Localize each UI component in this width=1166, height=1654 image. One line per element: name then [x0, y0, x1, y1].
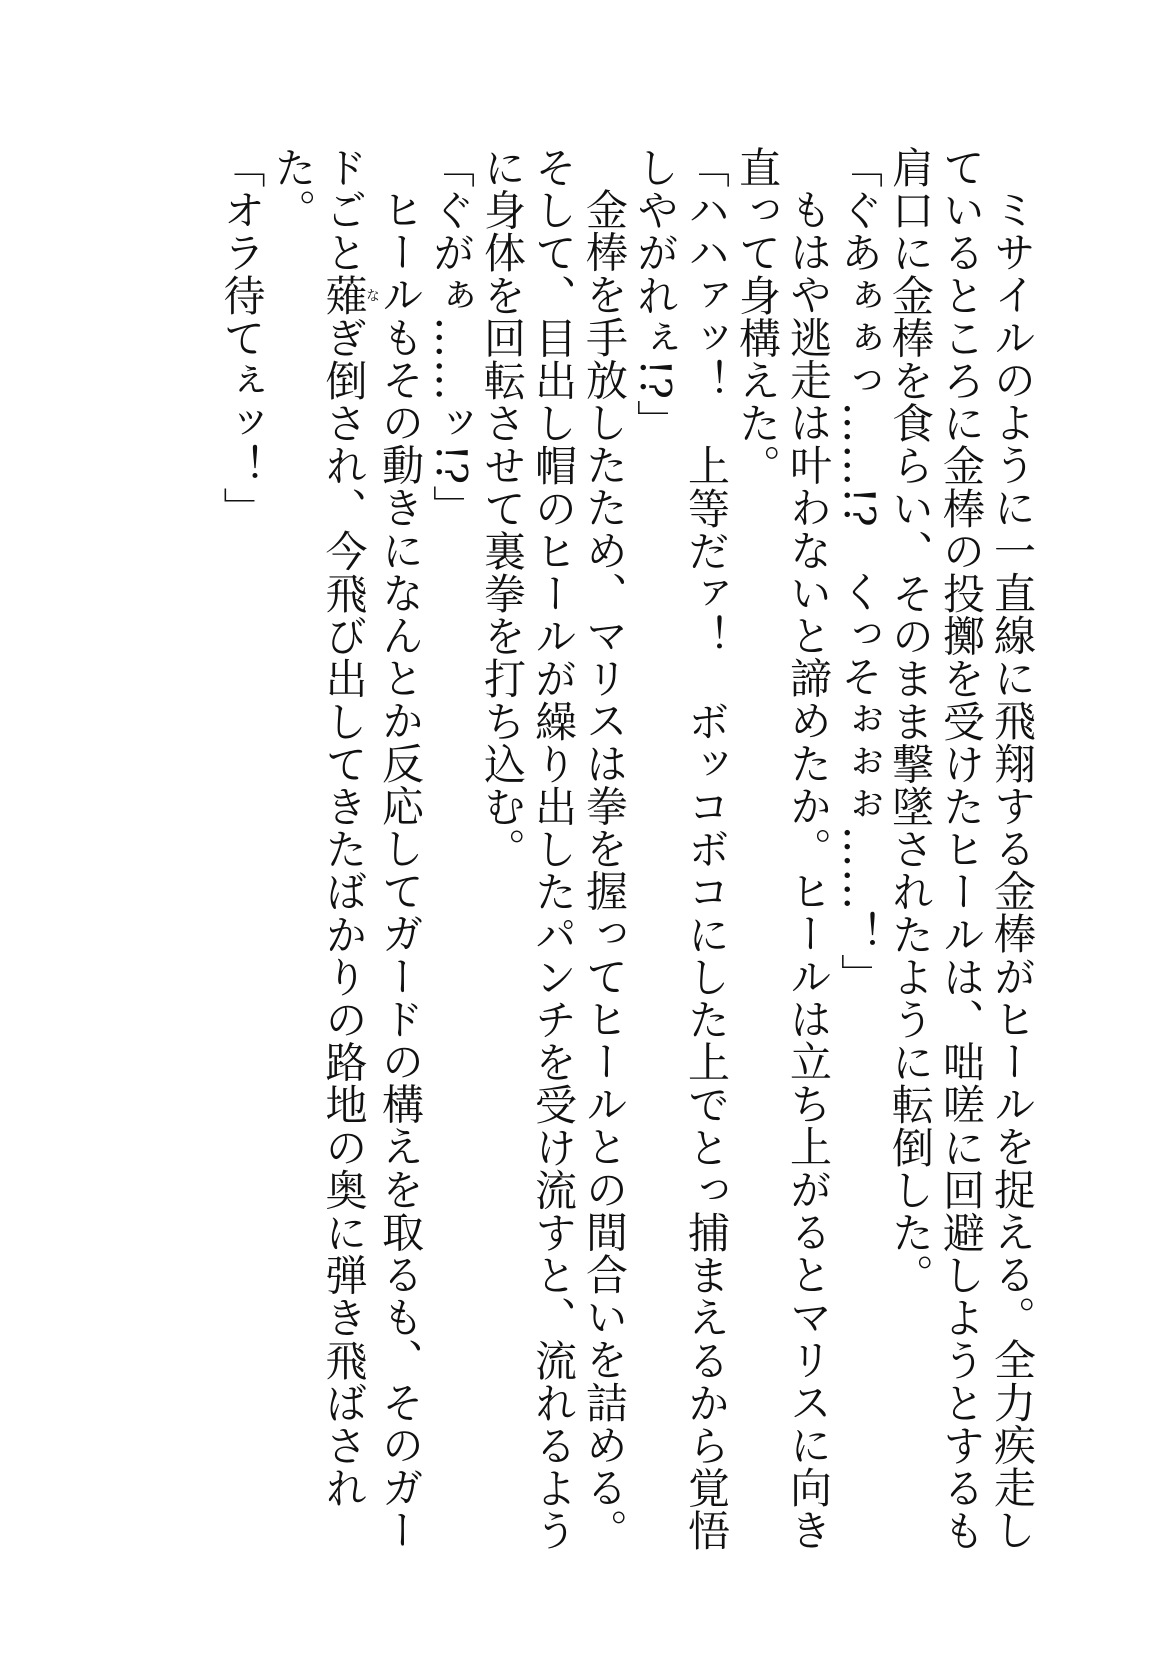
- ruby-reading: な: [364, 273, 380, 317]
- dialogue-2: 「ハハァッ！ 上等だァ！ ボッコボコにした上でとっ捕まえるから覚悟しやがれぇ!?」: [631, 146, 731, 1552]
- dialogue-1: 「ぐあぁぁっ……!? くっそぉぉぉ……！」: [835, 146, 884, 996]
- paragraph-3: 金棒を手放したため、マリスは拳を握ってヒールとの間合いを詰める。そして、目出し帽のヒールが繰り出したパンチを受け流すと、流れるように身体を回転させて裏拳を打ち込む。: [478, 146, 629, 1552]
- paragraph-4-part-1: ヒールもその動きになんとか反応してガードの構えを取るも、そのガードごと: [319, 146, 425, 1552]
- paragraph-1: ミサイルのように一直線に飛翔する金棒がヒールを捉える。全力疾走しているところに金棒の投擲を受けたヒールは、咄嗟に回避しようとするも肩口に金棒を食らい、そのまま撃墜されたように転倒した。: [886, 146, 1037, 1552]
- dialogue-4: 「オラ待てぇッ！」: [217, 146, 267, 530]
- paragraph-4: [268, 146, 427, 1576]
- paragraph-2: もはや逃走は叶わないと諦めたか。ヒールは立ち上がるとマリスに向き直って身構えた。: [733, 146, 833, 1552]
- ruby-base: 薙: [319, 273, 369, 317]
- ruby-annotation: [319, 273, 380, 317]
- paragraph-4-part-2: ぎ倒され、今飛び出してきたばかりの路地の奥に弾き飛ばされた。: [268, 146, 369, 1510]
- vertical-text-body: [217, 146, 1039, 1576]
- dialogue-3: 「ぐがぁ……ッ!?」: [427, 146, 476, 528]
